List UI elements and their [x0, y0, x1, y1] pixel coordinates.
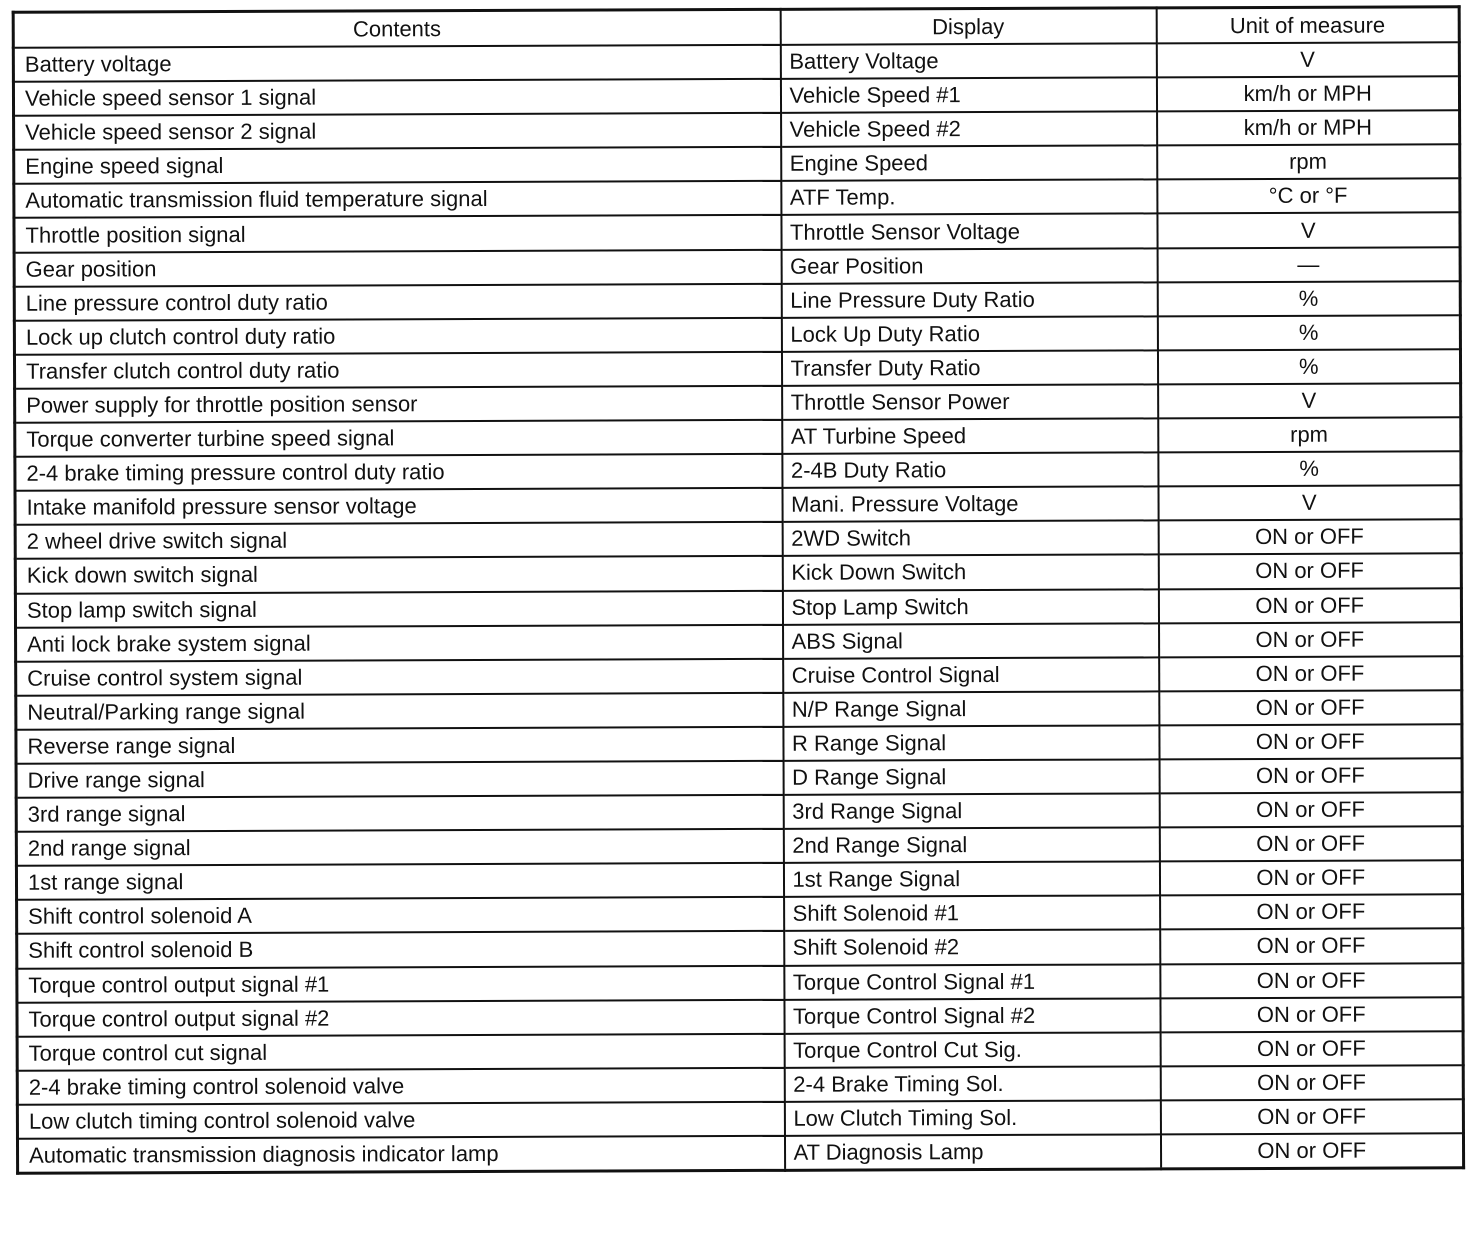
display-cell: Vehicle Speed #1 — [780, 77, 1156, 113]
contents-cell: Gear position — [14, 249, 781, 286]
unit-cell: rpm — [1157, 145, 1460, 180]
contents-cell: 2-4 brake timing control solenoid valve — [17, 1068, 784, 1105]
table-row — [17, 1099, 1463, 1139]
table-row — [15, 554, 1461, 594]
table-row — [16, 826, 1462, 866]
unit-cell: ON or OFF — [1159, 656, 1462, 691]
table-body — [13, 42, 1463, 1173]
display-cell: Lock Up Duty Ratio — [781, 316, 1157, 352]
unit-cell: ON or OFF — [1160, 1031, 1463, 1066]
unit-cell: % — [1157, 315, 1460, 350]
contents-cell: Torque converter turbine speed signal — [15, 420, 782, 457]
contents-cell: Cruise control system signal — [16, 659, 783, 696]
contents-cell: Anti lock brake system signal — [16, 624, 783, 661]
table-row — [14, 213, 1460, 253]
table-row — [17, 997, 1463, 1037]
display-cell: Mani. Pressure Voltage — [782, 487, 1158, 523]
unit-cell: ON or OFF — [1159, 792, 1462, 827]
unit-cell: ON or OFF — [1160, 1099, 1463, 1134]
table-row — [17, 929, 1463, 969]
table-row — [15, 451, 1461, 491]
table-row — [16, 690, 1462, 730]
contents-cell: Automatic transmission fluid temperature signal — [14, 181, 781, 218]
table-row — [16, 860, 1462, 900]
table-row — [13, 76, 1459, 116]
contents-cell: Vehicle speed sensor 2 signal — [14, 113, 781, 150]
unit-cell: ON or OFF — [1159, 622, 1462, 657]
table-row — [14, 349, 1460, 389]
display-cell: Transfer Duty Ratio — [781, 350, 1157, 386]
contents-cell: Torque control cut signal — [17, 1034, 784, 1071]
display-cell: 2WD Switch — [782, 521, 1158, 557]
unit-cell: ON or OFF — [1160, 963, 1463, 998]
table-row — [14, 281, 1460, 321]
table-row — [17, 963, 1463, 1003]
unit-cell: V — [1158, 383, 1461, 418]
unit-cell: ON or OFF — [1158, 554, 1461, 589]
display-cell: 2nd Range Signal — [783, 828, 1159, 864]
table-row — [14, 145, 1460, 185]
contents-cell: Power supply for throttle position sensor — [15, 386, 782, 423]
table-row — [14, 179, 1460, 219]
contents-cell: Battery voltage — [13, 45, 780, 82]
unit-cell: V — [1158, 485, 1461, 520]
contents-cell: 2 wheel drive switch signal — [15, 522, 782, 559]
unit-cell: ON or OFF — [1159, 826, 1462, 861]
table-row — [16, 622, 1462, 662]
unit-cell: km/h or MPH — [1157, 110, 1460, 145]
table-row — [13, 42, 1459, 82]
unit-cell: ON or OFF — [1160, 1133, 1463, 1169]
table-row — [17, 895, 1463, 935]
contents-cell: Engine speed signal — [14, 147, 781, 184]
table-row — [15, 520, 1461, 560]
display-cell: Shift Solenoid #2 — [784, 930, 1160, 966]
header-contents: Contents — [13, 9, 780, 47]
table-row — [16, 656, 1462, 696]
display-cell: Stop Lamp Switch — [782, 589, 1158, 625]
table-row — [17, 1133, 1463, 1173]
display-cell: Cruise Control Signal — [783, 657, 1159, 693]
table-row — [16, 724, 1462, 764]
display-cell: 3rd Range Signal — [783, 793, 1159, 829]
display-cell: ABS Signal — [783, 623, 1159, 659]
display-cell: Battery Voltage — [780, 43, 1156, 79]
contents-cell: Neutral/Parking range signal — [16, 693, 783, 730]
table-row — [14, 315, 1460, 355]
unit-cell: % — [1157, 349, 1460, 384]
table-row — [14, 247, 1460, 287]
unit-cell: ON or OFF — [1160, 997, 1463, 1032]
table-row — [15, 417, 1461, 457]
display-cell: Engine Speed — [781, 146, 1157, 182]
contents-cell: 3rd range signal — [16, 795, 783, 832]
contents-cell: 2-4 brake timing pressure control duty ratio — [15, 454, 782, 491]
contents-cell: Torque control output signal #1 — [17, 965, 784, 1002]
unit-cell: ON or OFF — [1159, 860, 1462, 895]
display-cell: Kick Down Switch — [782, 555, 1158, 591]
contents-cell: Shift control solenoid A — [17, 897, 784, 934]
display-cell: Torque Control Cut Sig. — [784, 1032, 1160, 1068]
display-cell: Vehicle Speed #2 — [781, 112, 1157, 148]
unit-cell: rpm — [1158, 417, 1461, 452]
unit-cell: ON or OFF — [1160, 1065, 1463, 1100]
unit-cell: ON or OFF — [1160, 929, 1463, 964]
unit-cell: — — [1157, 247, 1460, 282]
table-row — [15, 383, 1461, 423]
document-sheet — [12, 5, 1463, 1235]
display-cell: Throttle Sensor Power — [782, 384, 1158, 420]
unit-cell: ON or OFF — [1159, 724, 1462, 759]
contents-cell: Transfer clutch control duty ratio — [14, 352, 781, 389]
parameter-table — [12, 5, 1465, 1175]
display-cell: Gear Position — [781, 248, 1157, 284]
display-cell: Torque Control Signal #2 — [784, 998, 1160, 1034]
contents-cell: Throttle position signal — [14, 215, 781, 252]
unit-cell: V — [1157, 213, 1460, 248]
display-cell: Torque Control Signal #1 — [784, 964, 1160, 1000]
display-cell: AT Diagnosis Lamp — [784, 1134, 1160, 1170]
table-row — [15, 485, 1461, 525]
table-row — [16, 792, 1462, 832]
table-row — [17, 1065, 1463, 1105]
unit-cell: % — [1158, 451, 1461, 486]
header-unit: Unit of measure — [1156, 7, 1459, 44]
display-cell: Throttle Sensor Voltage — [781, 214, 1157, 250]
header-display: Display — [780, 8, 1156, 45]
contents-cell: Lock up clutch control duty ratio — [14, 318, 781, 355]
unit-cell: % — [1157, 281, 1460, 316]
display-cell: N/P Range Signal — [783, 691, 1159, 727]
contents-cell: Low clutch timing control solenoid valve — [17, 1102, 784, 1139]
display-cell: 2-4B Duty Ratio — [782, 453, 1158, 489]
display-cell: D Range Signal — [783, 759, 1159, 795]
unit-cell: ON or OFF — [1160, 895, 1463, 930]
contents-cell: Drive range signal — [16, 761, 783, 798]
table-row — [17, 1031, 1463, 1071]
table-row — [15, 588, 1461, 628]
contents-cell: Torque control output signal #2 — [17, 999, 784, 1036]
display-cell: Line Pressure Duty Ratio — [781, 282, 1157, 318]
unit-cell: ON or OFF — [1158, 520, 1461, 555]
display-cell: AT Turbine Speed — [782, 418, 1158, 454]
contents-cell: Stop lamp switch signal — [15, 590, 782, 627]
header-row — [13, 7, 1459, 48]
contents-cell: Intake manifold pressure sensor voltage — [15, 488, 782, 525]
display-cell: ATF Temp. — [781, 180, 1157, 216]
contents-cell: Shift control solenoid B — [17, 931, 784, 968]
unit-cell: V — [1156, 42, 1459, 77]
display-cell: 2-4 Brake Timing Sol. — [784, 1066, 1160, 1102]
contents-cell: Automatic transmission diagnosis indicator lamp — [17, 1136, 784, 1174]
display-cell: Low Clutch Timing Sol. — [784, 1100, 1160, 1136]
contents-cell: Reverse range signal — [16, 727, 783, 764]
table-row — [16, 758, 1462, 798]
unit-cell: km/h or MPH — [1156, 76, 1459, 111]
contents-cell: Kick down switch signal — [15, 556, 782, 593]
display-cell: R Range Signal — [783, 725, 1159, 761]
contents-cell: 1st range signal — [16, 863, 783, 900]
unit-cell: °C or °F — [1157, 179, 1460, 214]
display-cell: Shift Solenoid #1 — [784, 896, 1160, 932]
table-row — [14, 110, 1460, 150]
table-header — [13, 7, 1459, 48]
display-cell: 1st Range Signal — [783, 862, 1159, 898]
unit-cell: ON or OFF — [1159, 690, 1462, 725]
contents-cell: Line pressure control duty ratio — [14, 283, 781, 320]
contents-cell: Vehicle speed sensor 1 signal — [13, 79, 780, 116]
contents-cell: 2nd range signal — [16, 829, 783, 866]
unit-cell: ON or OFF — [1159, 758, 1462, 793]
unit-cell: ON or OFF — [1158, 588, 1461, 623]
